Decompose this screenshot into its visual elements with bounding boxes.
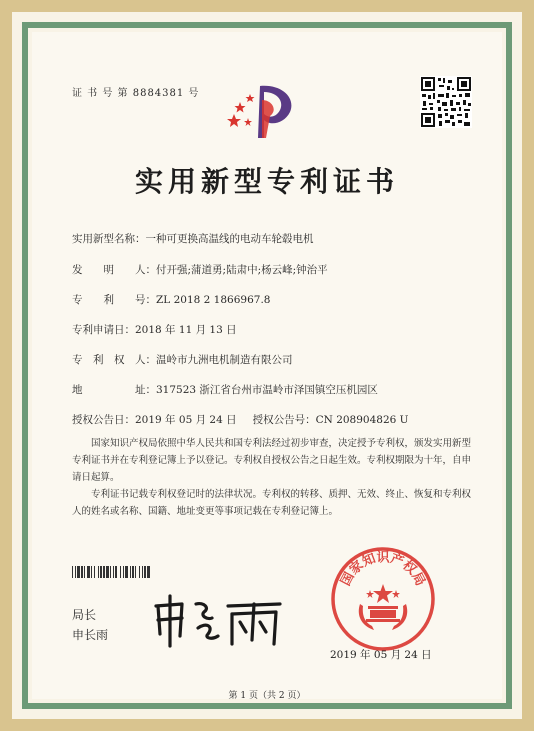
field-value: ZL 2018 2 1866967.8 (156, 294, 271, 306)
field-label: 发 明 人： (72, 264, 156, 276)
certificate-title: 实用新型专利证书 (134, 165, 399, 198)
field-inventors (72, 262, 328, 277)
field-address (72, 382, 378, 397)
field-patentee (72, 352, 293, 367)
field-value: 一种可更换高温线的电动车轮毂电机 (145, 233, 314, 245)
certificate-number: 证 书 号 第 8884381 号 (72, 88, 200, 99)
barcode-icon (72, 566, 212, 578)
field-label: 专 利 权 人： (72, 354, 156, 366)
signer-name: 申长雨 (72, 628, 109, 642)
handwritten-signature (148, 592, 288, 648)
field-value: 温岭市九洲电机制造有限公司 (156, 354, 293, 366)
grant-date: 2019 年 05 月 24 日 (135, 414, 237, 426)
field-application-date (72, 322, 237, 337)
qr-code-icon (420, 76, 472, 128)
field-grant-info (72, 412, 409, 427)
field-value: 317523 浙江省台州市温岭市泽国镇空压机园区 (156, 384, 378, 396)
legal-paragraph-2: 专利证书记载专利权登记时的法律状况。专利权的转移、质押、无效、终止、恢复和专利权人的姓名或名称、国籍、地址变更等事项记载在专利登记簿上。 (72, 489, 472, 517)
field-label: 专利申请日： (72, 324, 135, 336)
grant-date-label: 授权公告日： (72, 414, 135, 426)
field-value: 2018 年 11 月 13 日 (135, 324, 237, 336)
seal-date: 2019 年 05 月 24 日 (330, 649, 432, 661)
seal-text: 国家知识产权局 (338, 550, 428, 589)
field-label: 专 利 号： (72, 294, 156, 306)
legal-paragraph-1: 国家知识产权局依照中华人民共和国专利法经过初步审查，决定授予专利权，颁发实用新型专利证书并在专利登记簿上予以登记。专利权自授权公告之日起生效。专利权期限为十年，自申请日起算。 (72, 438, 472, 483)
page-number: 第 1 页（共 2 页） (228, 691, 306, 701)
field-label: 地 址： (72, 384, 156, 396)
field-patent-number (72, 292, 270, 307)
field-label: 实用新型名称： (72, 233, 146, 245)
official-seal-icon (330, 546, 436, 652)
svg-text:国家知识产权局 (337, 550, 427, 589)
grant-number-label: 授权公告号： (252, 414, 316, 426)
signer-title: 局长 (72, 608, 97, 622)
grant-number: CN 208904826 U (315, 414, 409, 426)
field-value: 付开强;蒲道勇;陆肃中;杨云峰;钟治平 (156, 264, 328, 276)
cnipa-logo-icon (226, 80, 300, 140)
field-utility-model-name (72, 231, 314, 246)
